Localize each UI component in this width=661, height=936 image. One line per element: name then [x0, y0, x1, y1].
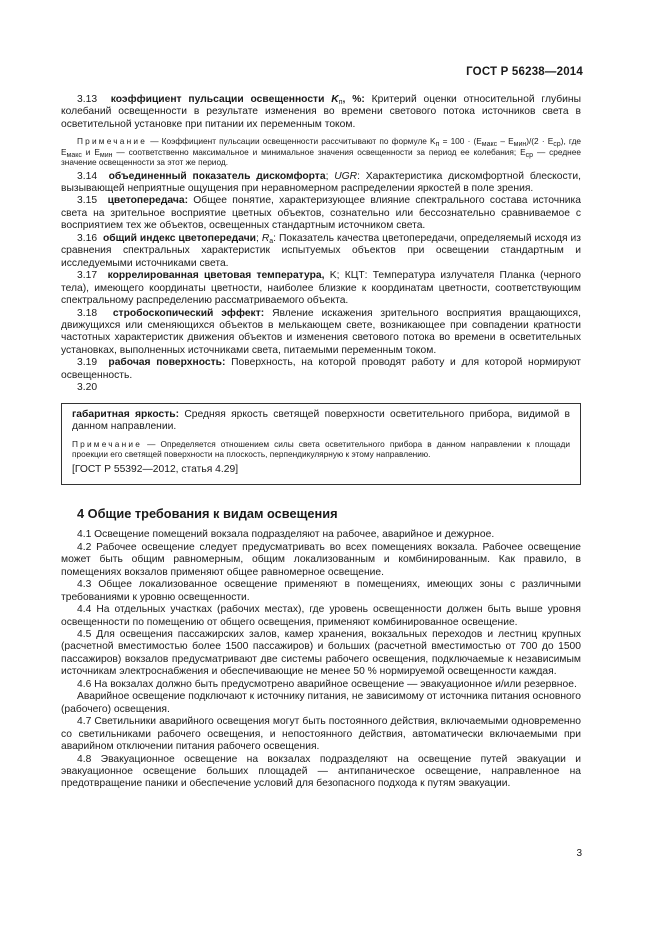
- document-code: ГОСТ Р 56238—2014: [466, 66, 583, 78]
- clause-3-18: 3.18 стробоскопический эффект: Явление искажения зрительного восприятия вращающихся, движущихся или сменяющихся объектов в мелькающем свете, возникающее при совпадении кратности частотных характеристик движения объектов и изменения светового потока во времени в осветительных установках, выполненных источниками света, питаемыми переменным током.: [61, 307, 581, 356]
- box-source: [ГОСТ Р 55392—2012, статья 4.29]: [72, 464, 239, 476]
- clause-4-6-b: Аварийное освещение подключают к источнику питания, не зависимому от источника питания основного (рабочего) освещения.: [61, 691, 581, 715]
- definition-box: [61, 403, 581, 485]
- note-3-13: Примечание — Коэффициент пульсации освещенности рассчитывают по формуле $K_п = 100 \cdot (E_{макс} - E_{мин})/(2 \cdot E_{ср})$, где $E_{макс}$ и $E_{мин}$ — соответственно максимальное и минимальное значения освещенности за период ее колебания; $E_{ср}$ — среднее значение освещенности за этот же период.: [61, 136, 582, 168]
- clause-4-7: 4.7 Светильники аварийного освещения могут быть постоянного действия, включаемыми одновременно со светильниками рабочего освещения, и непостоянного действия, автоматически включаемыми при аварийном отключении питания рабочего освещения.: [61, 716, 581, 753]
- clause-4-2: 4.2 Рабочее освещение следует предусматривать во всех помещениях вокзала. Рабочее освещение может быть общим равномерным, общим локализованным и комбинированным. Как правило, в помещениях вокзалов применяют общее равномерное освещение.: [61, 541, 581, 578]
- clause-4-6: 4.6 На вокзалах должно быть предусмотрено аварийное освещение — эвакуационное и/или резервное.: [77, 678, 577, 690]
- box-definition: габаритная яркость: Средняя яркость светящей поверхности осветительного прибора, видимой в данном направлении.: [72, 408, 571, 433]
- document-body: [61, 94, 581, 791]
- clause-4-8: 4.8 Эвакуационное освещение на вокзалах подразделяют на освещение путей эвакуации и эвакуационное освещение больших площадей — антипаническое освещение, направленное на предотвращение паники и обеспечение условий для безопасного подхода к путям эвакуации.: [61, 753, 581, 790]
- clause-4-5: 4.5 Для освещения пассажирских залов, камер хранения, вокзальных переходов и лестниц крупных (расчетной вместимостью более 1500 пассажиров) и больших (расчетной вместимостью от 700 до 1500 пассажиров) вокзалов предусматривают две системы рабочего освещения, подключаемые к независимым источникам электроснабжения и обеспечивающие не менее 50 % нормируемой освещенности каждая.: [61, 628, 581, 678]
- page-number: 3: [576, 848, 582, 859]
- clause-3-13: 3.13 коэффициент пульсации освещенности $K_п$, %: Критерий оценки относительной глубины колебаний освещенности в результате изменения во времени светового потока источников света в осветительной установке при питании их переменным током.: [61, 94, 581, 130]
- clause-3-19: 3.19 рабочая поверхность: Поверхность, на которой проводят работу и для которой нормируют освещенность.: [61, 357, 581, 381]
- clause-4-1: 4.1 Освещение помещений вокзала подразделяют на рабочее, аварийное и дежурное.: [77, 529, 495, 541]
- clause-4-4: 4.4 На отдельных участках (рабочих местах), где уровень освещенности должен быть выше уровня освещенности по помещению от общего освещения, применяют комбинированное освещение.: [61, 604, 581, 628]
- clause-3-15: 3.15 цветопередача: Общее понятие, характеризующее влияние спектрального состава источника света на зрительное восприятие цветных объектов, сознательно или бессознательно сравниваемое с восприятием тех же объектов, освещенных стандартным источником света.: [61, 195, 581, 232]
- clause-4-3: 4.3 Общее локализованное освещение применяют в помещениях, имеющих зоны с различными требованиями к уровню освещенности.: [61, 579, 581, 603]
- clause-3-14: 3.14 объединенный показатель дискомфорта; UGR: Характеристика дискомфортной блескости, вызывающей неприятные ощущения при неравномерном распределении яркостей в поле зрения.: [61, 170, 581, 195]
- clause-3-17: 3.17 коррелированная цветовая температура, K; КЦТ: Температура излучателя Планка (черного тела), имеющего координаты цветности, наиболее близкие к координатам цветности, соответствующим спектральному распределению рассматриваемого объекта.: [61, 270, 581, 307]
- clause-3-16: 3.16 общий индекс цветопередачи; $R_a$: Показатель качества цветопередачи, определяемый исходя из сравнения спектральных характеристик испытуемых объектов при освещении стандартным и исследуемыми источниками света.: [61, 232, 581, 269]
- box-note: Примечание — Определяется отношением силы света осветительного прибора в данном направлении к площади проекции его светящей поверхности на плоскость, перпендикулярную к этому направлению.: [72, 438, 570, 460]
- section-4-title: 4 Общие требования к видам освещения: [77, 505, 338, 521]
- clause-3-20: 3.20: [77, 382, 98, 394]
